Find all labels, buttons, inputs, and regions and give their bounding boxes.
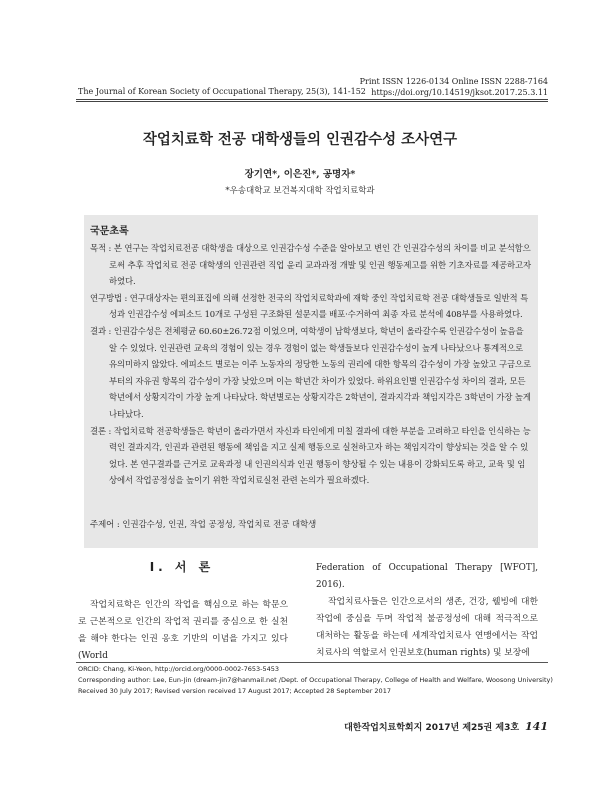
- abstract-keywords: 주제어 : 인권감수성, 인권, 작업 공정성, 작업치료 전공 대학생: [90, 519, 317, 529]
- footnote-rule: [76, 662, 548, 663]
- body-column-left: [78, 597, 288, 665]
- intro-citation-continued: Federation of Occupational Therapy [WFOT], 2016).: [316, 563, 538, 590]
- page-number: 141: [525, 720, 548, 733]
- journal-citation: The Journal of Korean Society of Occupational Therapy, 25(3), 141-152: [78, 87, 366, 96]
- header-rule-top: [76, 99, 548, 100]
- issn-line: Print ISSN 1226-0134 Online ISSN 2288-7164: [359, 77, 548, 86]
- article-title: 작업치료학 전공 대학생들의 인권감수성 조사연구: [142, 132, 458, 148]
- footnote-dates: Received 30 July 2017; Revised version received 17 August 2017; Accepted 28 September 2017: [78, 687, 391, 696]
- intro-paragraph-left: 작업치료학은 인간의 작업을 핵심으로 하는 학문으로 근본적으로 인간의 작업적 권리를 중심으로 한 실천을 해야 한다는 인권 옹호 기반의 이념을 가지고 있다(World: [78, 600, 288, 661]
- article-affiliation: *우송대학교 보건복지대학 작업치료학과: [225, 186, 375, 196]
- abstract-conclusion: 결론 : 작업치료학 전공학생들은 학년이 올라가면서 자신과 타인에게 미칠 결과에 대한 부분을 고려하고 타인을 인식하는 능력인 결과지각, 인권과 관련된 행동에 책임을 지고 실제 행동으로 실천하고자 하는 책임지각이 향상되는 것을 알 수 있었다. 본 연구결과를 근거로 교육과정 내 인권의식과 인권 행동이 향상될 수 있는 내용이 강화되도록 하고, 교육 및 임상에서 작업공정성을 높이기 위한 작업치료실천 관련 논의가 필요하겠다.: [90, 425, 531, 486]
- issn-block: [360, 76, 548, 98]
- abstract-purpose: 목적 : 본 연구는 작업치료전공 대학생을 대상으로 인권감수성 수준을 알아보고 변인 간 인권감수성의 차이를 비교 분석함으로써 추후 작업치료 전공 대학생의 인권관련 직업 윤리 교과과정 개발 및 인권 행동제고를 위한 기초자료를 제공하고자 하였다.: [90, 243, 531, 287]
- abstract-heading: 국문초록: [90, 226, 129, 237]
- abstract-methods: 연구방법 : 연구대상자는 편의표집에 의해 선정한 전국의 작업치료학과에 재학 중인 작업치료학 전공 대학생들로 일반적 특성과 인권감수성 에피소드 10개로 구성된 구조화된 설문지를 배포·수거하여 최종 자료 분석에 408부를 사용하였다.: [90, 292, 529, 320]
- abstract-body: [90, 240, 532, 489]
- page-footer: [344, 720, 548, 733]
- section-heading: Ⅰ. 서 론: [149, 560, 215, 574]
- body-column-right: [316, 560, 538, 662]
- intro-paragraph-right: 작업치료사들은 인간으로서의 생존, 건강, 웰빙에 대한 작업에 중심을 두며 작업적 불공정성에 대해 적극적으로 대처하는 활동을 하는데 세계작업치료사 연맹에서는 작업치료사의 역할로서 인권보호(human rights) 및 보장에: [316, 597, 538, 658]
- footer-journal: 대한작업치료학회지 2017년 제25권 제3호: [344, 723, 520, 733]
- footnote-orcid: ORCID: Chang, Ki-Yeon, http://orcid.org/0000-0002-7653-5453: [78, 665, 280, 673]
- doi-link[interactable]: https://doi.org/10.14519/jksot.2017.25.3.11: [371, 88, 548, 97]
- article-authors: 장기연*, 이은진*, 공명자*: [244, 169, 356, 180]
- header-rule-bottom: [76, 101, 548, 102]
- footnote-corresponding: Corresponding author: Lee, Eun-Jin (dream-jin7@hanmail.net /Dept. of Occupational Therapy, College of Health and Welfare, Woosong University): [78, 676, 553, 685]
- abstract-results: 결과 : 인권감수성은 전체평균 60.60±26.72점 이었으며, 여학생이 남학생보다, 학년이 올라갈수록 인권감수성이 높음을 알 수 있었다. 인권관련 교육의 경험이 있는 경우 경험이 없는 학생들보다 인권감수성이 높게 나타났으나 통계적으로 유의미하지 않았다. 에피소드 별로는 이주 노동자의 정당한 노동의 권리에 대한 항목의 감수성이 가장 높았고 구금으로부터의 자유권 항목의 감수성이 가장 낮았으며 이는 학년간 차이가 있었다. 하위요인별 인권감수성 차이의 결과, 모든 학년에서 상황지각이 가장 높게 나타났다. 학년별로는 상황지각은 2학년이, 결과지각과 책임지각은 3학년이 가장 높게 나타났다.: [90, 325, 531, 419]
- footnotes: [78, 664, 553, 698]
